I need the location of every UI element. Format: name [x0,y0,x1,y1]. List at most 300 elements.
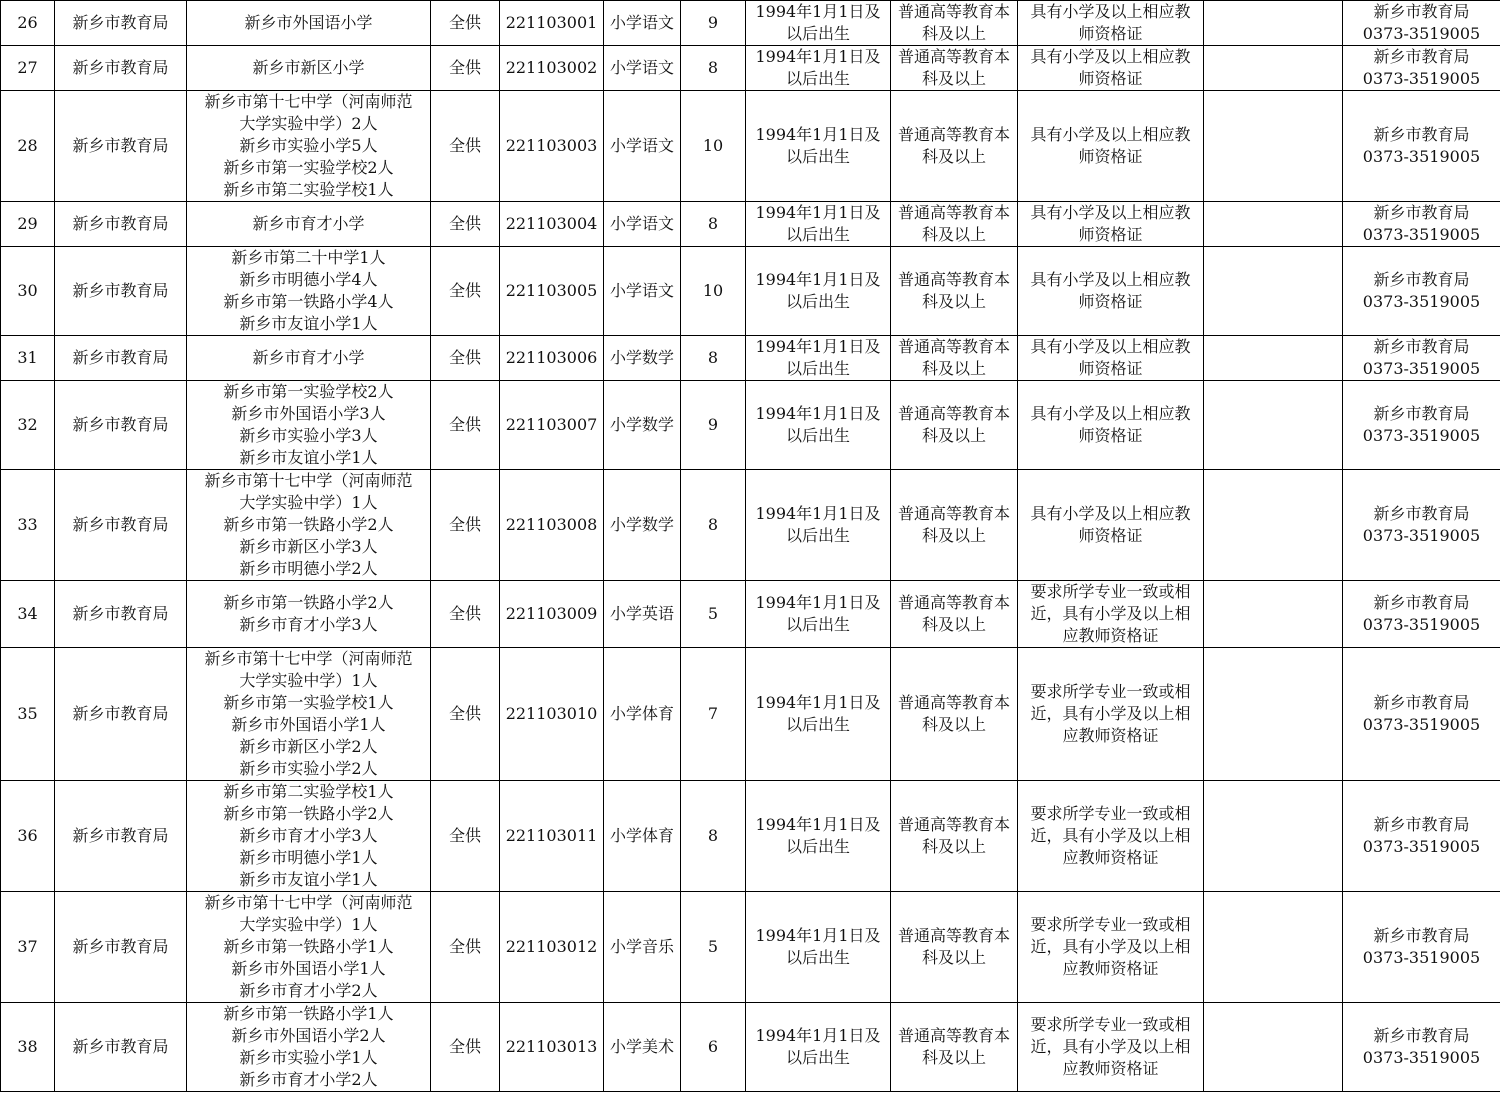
education-requirement-line: 普通高等教育本 [897,2,1010,21]
contact-info-line: 新乡市教育局 [1373,504,1470,523]
note-cell [1204,581,1343,648]
note-cell [1204,648,1343,781]
hiring-unit-line: 大学实验中学）1人 [239,671,378,690]
hiring-units [187,336,431,381]
hiring-unit-line: 新乡市明德小学2人 [239,559,378,578]
contact-info-line: 0373-3519005 [1362,69,1481,88]
other-requirement [1018,892,1204,1003]
subject-name: 小学语文 [604,46,681,91]
education-requirement [891,381,1018,470]
age-requirement [746,381,891,470]
education-requirement-line: 科及以上 [921,615,986,634]
table-row [1,892,1500,1003]
other-requirement-line: 要求所学专业一致或相 [1030,682,1191,701]
education-requirement-line: 普通高等教育本 [897,926,1010,945]
education-requirement-line: 普通高等教育本 [897,270,1010,289]
note-cell [1204,781,1343,892]
other-requirement-line: 师资格证 [1078,359,1143,378]
other-requirement-line: 师资格证 [1078,69,1143,88]
position-code: 221103008 [500,470,604,581]
hiring-unit-line: 新乡市外国语小学 [244,13,373,32]
hiring-unit-line: 新乡市明德小学1人 [239,848,378,867]
note-cell [1204,1003,1343,1092]
age-requirement-line: 以后出生 [785,24,850,43]
contact-info [1343,336,1500,381]
hiring-units [187,1003,431,1092]
position-code: 221103010 [500,648,604,781]
subject-name: 小学美术 [604,1003,681,1092]
other-requirement-line: 师资格证 [1078,24,1143,43]
education-requirement [891,202,1018,247]
education-requirement [891,648,1018,781]
other-requirement-line: 师资格证 [1078,426,1143,445]
hiring-unit-line: 新乡市外国语小学1人 [231,715,386,734]
contact-info [1343,1003,1500,1092]
age-requirement [746,781,891,892]
other-requirement [1018,247,1204,336]
funding-type: 全供 [431,202,500,247]
hiring-units [187,470,431,581]
other-requirement-line: 近，具有小学及以上相 [1030,704,1191,723]
department-name: 新乡市教育局 [55,91,187,202]
position-code: 221103002 [500,46,604,91]
education-requirement [891,336,1018,381]
contact-info [1343,91,1500,202]
table-row [1,247,1500,336]
table-row [1,91,1500,202]
hiring-count: 5 [681,892,746,1003]
education-requirement-line: 科及以上 [921,359,986,378]
other-requirement-line: 近，具有小学及以上相 [1030,604,1191,623]
hiring-unit-line: 新乡市第一铁路小学2人 [223,515,394,534]
contact-info-line: 0373-3519005 [1362,526,1481,545]
age-requirement-line: 1994年1月1日及 [755,270,881,289]
funding-type: 全供 [431,648,500,781]
hiring-units [187,247,431,336]
education-requirement-line: 科及以上 [921,225,986,244]
other-requirement-line: 应教师资格证 [1062,1059,1159,1078]
age-requirement-line: 以后出生 [785,292,850,311]
contact-info-line: 新乡市教育局 [1373,270,1470,289]
other-requirement [1018,1003,1204,1092]
subject-name: 小学体育 [604,781,681,892]
contact-info [1343,247,1500,336]
age-requirement [746,202,891,247]
contact-info [1343,470,1500,581]
funding-type: 全供 [431,381,500,470]
other-requirement-line: 要求所学专业一致或相 [1030,1015,1191,1034]
age-requirement-line: 1994年1月1日及 [755,203,881,222]
contact-info-line: 新乡市教育局 [1373,404,1470,423]
age-requirement [746,1,891,46]
hiring-unit-line: 新乡市实验小学5人 [239,136,378,155]
age-requirement [746,247,891,336]
department-name: 新乡市教育局 [55,1003,187,1092]
age-requirement [746,581,891,648]
table-body [1,1,1500,1092]
other-requirement-line: 要求所学专业一致或相 [1030,804,1191,823]
education-requirement-line: 科及以上 [921,292,986,311]
other-requirement-line: 师资格证 [1078,225,1143,244]
hiring-units [187,781,431,892]
age-requirement-line: 以后出生 [785,426,850,445]
age-requirement-line: 以后出生 [785,1048,850,1067]
department-name: 新乡市教育局 [55,470,187,581]
contact-info [1343,581,1500,648]
age-requirement-line: 1994年1月1日及 [755,926,881,945]
subject-name: 小学音乐 [604,892,681,1003]
age-requirement-line: 以后出生 [785,147,850,166]
contact-info [1343,648,1500,781]
position-code: 221103007 [500,381,604,470]
hiring-count: 10 [681,91,746,202]
other-requirement-line: 师资格证 [1078,147,1143,166]
other-requirement-line: 近，具有小学及以上相 [1030,1037,1191,1056]
contact-info-line: 0373-3519005 [1362,615,1481,634]
other-requirement [1018,46,1204,91]
other-requirement-line: 具有小学及以上相应教 [1030,270,1191,289]
funding-type: 全供 [431,91,500,202]
hiring-unit-line: 新乡市实验小学1人 [239,1048,378,1067]
table-row [1,648,1500,781]
hiring-unit-line: 新乡市第二实验学校1人 [223,782,394,801]
other-requirement [1018,470,1204,581]
funding-type: 全供 [431,1,500,46]
hiring-units [187,581,431,648]
hiring-unit-line: 新乡市第十七中学（河南师范 [204,893,413,912]
age-requirement-line: 1994年1月1日及 [755,504,881,523]
hiring-count: 8 [681,781,746,892]
row-number: 35 [1,648,55,781]
hiring-unit-line: 新乡市友谊小学1人 [239,448,378,467]
hiring-unit-line: 新乡市第一铁路小学2人 [223,804,394,823]
education-requirement-line: 普通高等教育本 [897,47,1010,66]
hiring-unit-line: 新乡市第二实验学校1人 [223,180,394,199]
contact-info-line: 新乡市教育局 [1373,337,1470,356]
hiring-count: 7 [681,648,746,781]
education-requirement [891,470,1018,581]
subject-name: 小学数学 [604,470,681,581]
contact-info [1343,781,1500,892]
table-row [1,336,1500,381]
age-requirement-line: 以后出生 [785,359,850,378]
other-requirement-line: 具有小学及以上相应教 [1030,404,1191,423]
department-name: 新乡市教育局 [55,336,187,381]
age-requirement-line: 1994年1月1日及 [755,815,881,834]
other-requirement [1018,202,1204,247]
row-number: 26 [1,1,55,46]
hiring-unit-line: 新乡市实验小学2人 [239,759,378,778]
hiring-unit-line: 新乡市第一铁路小学1人 [223,937,394,956]
table-row [1,381,1500,470]
other-requirement-line: 师资格证 [1078,526,1143,545]
other-requirement [1018,781,1204,892]
department-name: 新乡市教育局 [55,648,187,781]
row-number: 28 [1,91,55,202]
row-number: 30 [1,247,55,336]
age-requirement [746,91,891,202]
age-requirement-line: 以后出生 [785,69,850,88]
age-requirement-line: 以后出生 [785,615,850,634]
contact-info [1343,381,1500,470]
position-code: 221103004 [500,202,604,247]
age-requirement [746,892,891,1003]
hiring-units [187,892,431,1003]
hiring-count: 9 [681,381,746,470]
education-requirement-line: 科及以上 [921,715,986,734]
age-requirement [746,1003,891,1092]
other-requirement-line: 应教师资格证 [1062,626,1159,645]
contact-info-line: 0373-3519005 [1362,715,1481,734]
position-code: 221103003 [500,91,604,202]
hiring-count: 9 [681,1,746,46]
education-requirement-line: 普通高等教育本 [897,693,1010,712]
other-requirement [1018,581,1204,648]
contact-info-line: 新乡市教育局 [1373,693,1470,712]
age-requirement-line: 以后出生 [785,715,850,734]
funding-type: 全供 [431,336,500,381]
subject-name: 小学语文 [604,1,681,46]
hiring-unit-line: 新乡市外国语小学3人 [231,404,386,423]
row-number: 31 [1,336,55,381]
other-requirement [1018,91,1204,202]
education-requirement [891,1003,1018,1092]
row-number: 38 [1,1003,55,1092]
contact-info-line: 0373-3519005 [1362,225,1481,244]
position-code: 221103005 [500,247,604,336]
hiring-unit-line: 新乡市外国语小学2人 [231,1026,386,1045]
funding-type: 全供 [431,247,500,336]
other-requirement-line: 应教师资格证 [1062,848,1159,867]
funding-type: 全供 [431,470,500,581]
note-cell [1204,46,1343,91]
note-cell [1204,470,1343,581]
hiring-unit-line: 新乡市育才小学3人 [239,826,378,845]
table-row [1,781,1500,892]
education-requirement [891,1,1018,46]
hiring-unit-line: 新乡市实验小学3人 [239,426,378,445]
note-cell [1204,91,1343,202]
row-number: 36 [1,781,55,892]
education-requirement-line: 科及以上 [921,1048,986,1067]
table-row [1,46,1500,91]
hiring-unit-line: 大学实验中学）2人 [239,114,378,133]
other-requirement [1018,336,1204,381]
hiring-unit-line: 新乡市第一铁路小学2人 [223,593,394,612]
education-requirement-line: 科及以上 [921,948,986,967]
age-requirement-line: 以后出生 [785,948,850,967]
note-cell [1204,381,1343,470]
education-requirement-line: 科及以上 [921,69,986,88]
contact-info-line: 新乡市教育局 [1373,47,1470,66]
note-cell [1204,336,1343,381]
hiring-count: 6 [681,1003,746,1092]
age-requirement-line: 1994年1月1日及 [755,337,881,356]
table-row [1,1003,1500,1092]
other-requirement-line: 具有小学及以上相应教 [1030,47,1191,66]
contact-info-line: 0373-3519005 [1362,1048,1481,1067]
funding-type: 全供 [431,46,500,91]
position-code: 221103011 [500,781,604,892]
age-requirement-line: 1994年1月1日及 [755,693,881,712]
hiring-unit-line: 新乡市第一铁路小学1人 [223,1004,394,1023]
contact-info-line: 0373-3519005 [1362,24,1481,43]
education-requirement-line: 普通高等教育本 [897,125,1010,144]
other-requirement [1018,1,1204,46]
hiring-unit-line: 新乡市第十七中学（河南师范 [204,471,413,490]
contact-info-line: 新乡市教育局 [1373,1026,1470,1045]
hiring-unit-line: 新乡市第一铁路小学4人 [223,292,394,311]
table-row [1,202,1500,247]
hiring-unit-line: 新乡市友谊小学1人 [239,870,378,889]
hiring-unit-line: 新乡市第十七中学（河南师范 [204,649,413,668]
hiring-unit-line: 新乡市新区小学3人 [239,537,378,556]
row-number: 27 [1,46,55,91]
note-cell [1204,1,1343,46]
hiring-unit-line: 新乡市育才小学 [252,214,365,233]
subject-name: 小学语文 [604,91,681,202]
age-requirement-line: 以后出生 [785,837,850,856]
education-requirement [891,46,1018,91]
hiring-unit-line: 新乡市新区小学 [252,58,365,77]
hiring-count: 8 [681,46,746,91]
note-cell [1204,202,1343,247]
other-requirement [1018,381,1204,470]
contact-info [1343,46,1500,91]
education-requirement-line: 科及以上 [921,837,986,856]
education-requirement-line: 科及以上 [921,426,986,445]
age-requirement-line: 1994年1月1日及 [755,1026,881,1045]
hiring-units [187,381,431,470]
age-requirement [746,648,891,781]
table-row [1,581,1500,648]
age-requirement-line: 1994年1月1日及 [755,404,881,423]
hiring-units [187,648,431,781]
other-requirement-line: 师资格证 [1078,292,1143,311]
subject-name: 小学数学 [604,336,681,381]
hiring-count: 10 [681,247,746,336]
age-requirement-line: 以后出生 [785,526,850,545]
table-row [1,1,1500,46]
hiring-unit-line: 新乡市明德小学4人 [239,270,378,289]
hiring-unit-line: 新乡市外国语小学1人 [231,959,386,978]
age-requirement-line: 1994年1月1日及 [755,593,881,612]
contact-info-line: 0373-3519005 [1362,426,1481,445]
contact-info-line: 0373-3519005 [1362,948,1481,967]
contact-info-line: 新乡市教育局 [1373,815,1470,834]
funding-type: 全供 [431,781,500,892]
funding-type: 全供 [431,892,500,1003]
hiring-unit-line: 大学实验中学）1人 [239,493,378,512]
hiring-unit-line: 新乡市新区小学2人 [239,737,378,756]
department-name: 新乡市教育局 [55,892,187,1003]
education-requirement-line: 普通高等教育本 [897,504,1010,523]
contact-info-line: 新乡市教育局 [1373,926,1470,945]
education-requirement-line: 普通高等教育本 [897,815,1010,834]
hiring-units [187,91,431,202]
other-requirement-line: 要求所学专业一致或相 [1030,582,1191,601]
education-requirement-line: 科及以上 [921,147,986,166]
hiring-units [187,46,431,91]
education-requirement-line: 科及以上 [921,24,986,43]
other-requirement-line: 应教师资格证 [1062,959,1159,978]
department-name: 新乡市教育局 [55,247,187,336]
subject-name: 小学体育 [604,648,681,781]
funding-type: 全供 [431,581,500,648]
department-name: 新乡市教育局 [55,1,187,46]
age-requirement [746,470,891,581]
contact-info-line: 新乡市教育局 [1373,593,1470,612]
age-requirement-line: 以后出生 [785,225,850,244]
contact-info [1343,202,1500,247]
department-name: 新乡市教育局 [55,46,187,91]
age-requirement-line: 1994年1月1日及 [755,2,881,21]
hiring-units [187,202,431,247]
hiring-unit-line: 新乡市育才小学 [252,348,365,367]
subject-name: 小学数学 [604,381,681,470]
hiring-unit-line: 新乡市育才小学2人 [239,1070,378,1089]
funding-type: 全供 [431,1003,500,1092]
hiring-unit-line: 新乡市第二十中学1人 [231,248,386,267]
contact-info-line: 0373-3519005 [1362,837,1481,856]
hiring-unit-line: 新乡市第一实验学校1人 [223,693,394,712]
contact-info-line: 新乡市教育局 [1373,125,1470,144]
contact-info [1343,1,1500,46]
other-requirement-line: 近，具有小学及以上相 [1030,937,1191,956]
note-cell [1204,247,1343,336]
position-code: 221103009 [500,581,604,648]
age-requirement-line: 1994年1月1日及 [755,47,881,66]
other-requirement-line: 具有小学及以上相应教 [1030,203,1191,222]
education-requirement-line: 普通高等教育本 [897,404,1010,423]
row-number: 33 [1,470,55,581]
education-requirement [891,91,1018,202]
education-requirement-line: 普通高等教育本 [897,203,1010,222]
other-requirement-line: 近，具有小学及以上相 [1030,826,1191,845]
hiring-unit-line: 大学实验中学）1人 [239,915,378,934]
hiring-count: 8 [681,470,746,581]
age-requirement [746,46,891,91]
hiring-unit-line: 新乡市第十七中学（河南师范 [204,92,413,111]
contact-info [1343,892,1500,1003]
hiring-count: 8 [681,202,746,247]
contact-info-line: 0373-3519005 [1362,359,1481,378]
department-name: 新乡市教育局 [55,581,187,648]
position-code: 221103006 [500,336,604,381]
other-requirement-line: 具有小学及以上相应教 [1030,337,1191,356]
subject-name: 小学语文 [604,202,681,247]
education-requirement [891,247,1018,336]
contact-info-line: 新乡市教育局 [1373,203,1470,222]
department-name: 新乡市教育局 [55,202,187,247]
row-number: 32 [1,381,55,470]
education-requirement-line: 普通高等教育本 [897,337,1010,356]
other-requirement-line: 具有小学及以上相应教 [1030,2,1191,21]
position-code: 221103013 [500,1003,604,1092]
hiring-count: 8 [681,336,746,381]
age-requirement [746,336,891,381]
row-number: 34 [1,581,55,648]
other-requirement [1018,648,1204,781]
subject-name: 小学语文 [604,247,681,336]
hiring-unit-line: 新乡市育才小学2人 [239,981,378,1000]
position-code: 221103001 [500,1,604,46]
hiring-count: 5 [681,581,746,648]
other-requirement-line: 具有小学及以上相应教 [1030,125,1191,144]
hiring-unit-line: 新乡市育才小学3人 [239,615,378,634]
age-requirement-line: 1994年1月1日及 [755,125,881,144]
education-requirement [891,581,1018,648]
